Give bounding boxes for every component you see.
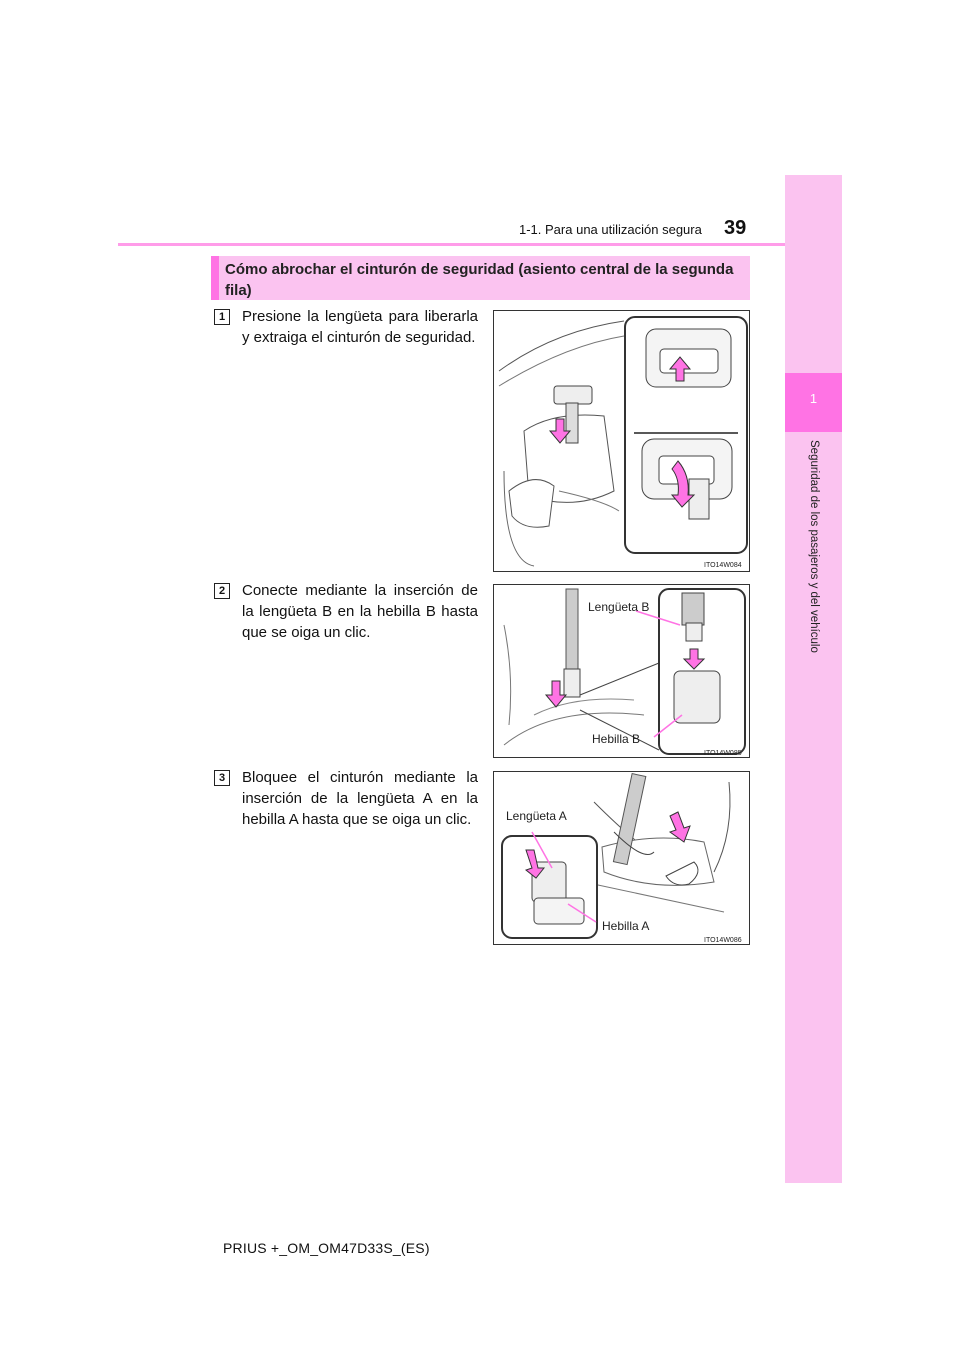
figure-step-2: [493, 584, 750, 758]
chapter-title: Seguridad de los pasajeros y del vehículo: [808, 440, 820, 653]
step-2-text: Conecte mediante la inserción de la lengüeta B en la hebilla B hasta que se oiga un clic.: [242, 582, 478, 641]
buckle-a-label: Hebilla A: [602, 919, 650, 933]
figure-1-code: ITO14W084: [704, 562, 742, 569]
chapter-sidebar: [785, 175, 842, 1183]
chapter-number: 1: [809, 391, 818, 406]
figure-step-3: [493, 771, 750, 945]
figure-3-code: ITO14W086: [704, 937, 742, 944]
step-3-text: Bloquee el cinturón mediante la inserción de la lengüeta A en la hebilla A hasta que se oiga un clic.: [242, 769, 478, 828]
figure-1-illustration: [494, 311, 750, 572]
page-number: 39: [724, 217, 747, 239]
figure-3-illustration: [494, 772, 750, 945]
step-1-number: 1: [214, 309, 230, 325]
buckle-b-label: Hebilla B: [592, 732, 641, 746]
tongue-a-label: Lengüeta A: [506, 809, 567, 823]
step-2-number: 2: [214, 583, 230, 599]
tongue-b-label: Lengüeta B: [588, 600, 650, 614]
figure-2-code: ITO14W085: [704, 750, 742, 757]
section-heading: 1-1. Para una utilización segura: [519, 222, 702, 237]
title-accent-bar: [211, 256, 219, 300]
section-title: Cómo abrochar el cinturón de seguridad (asiento central de la segunda fila): [225, 261, 734, 299]
header-divider: [118, 243, 785, 246]
figure-2-illustration: [494, 585, 750, 758]
step-3-number: 3: [214, 770, 230, 786]
figure-step-1: [493, 310, 750, 572]
step-1-text: Presione la lengüeta para liberarla y extraiga el cinturón de seguridad.: [242, 308, 478, 346]
document-footer: PRIUS +_OM_OM47D33S_(ES): [223, 1240, 430, 1256]
